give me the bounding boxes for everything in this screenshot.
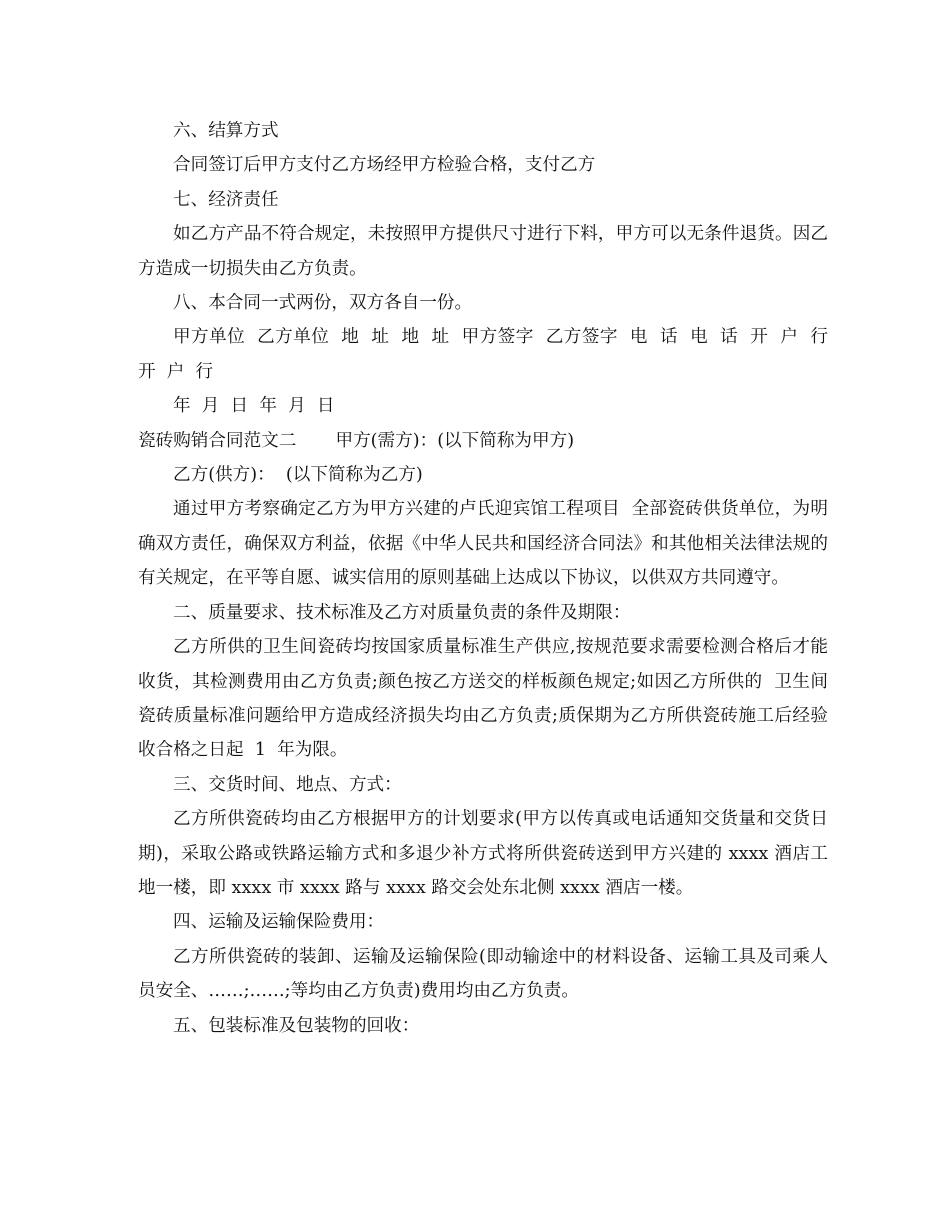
paragraph-delivery: 乙方所供瓷砖均由乙方根据甲方的计划要求(甲方以传真或电话通知交货量和交货日期)，采取公路或铁路运输方式和多退少补方式将所供瓷砖送到甲方兴建的 xxxx 酒店工地一楼，即 xxxx 市 xxxx 路与 xxxx 路交会处东北侧 xxxx 酒店一楼。 — [138, 809, 828, 898]
section-heading-transport: 四、运输及运输保险费用： — [173, 912, 385, 933]
date-fields: 年 月 日 年 月 日 — [173, 396, 335, 417]
section-heading-packaging: 五、包装标准及包装物的回收： — [173, 1015, 420, 1036]
signature-fields: 甲方单位 乙方单位 地 址 地 址 甲方签字 乙方签字 电 话 电 话 开 户 行 开 户 行 — [138, 327, 840, 382]
paragraph-liability: 如乙方产品不符合规定，未按照甲方提供尺寸进行下料，甲方可以无条件退货。因乙方造成一切损失由乙方负责。 — [138, 224, 828, 279]
paragraph-transport: 乙方所供瓷砖的装卸、运输及运输保险(即动输途中的材料设备、运输工具及司乘人员安全、……;……;等均由乙方负责)费用均由乙方负责。 — [138, 946, 828, 1002]
section-heading-quality: 二、质量要求、技术标准及乙方对质量负责的条件及期限： — [173, 602, 631, 623]
party-b-line: 乙方(供方)： (以下简称为乙方) — [173, 465, 423, 486]
section-heading-liability: 七、经济责任 — [173, 189, 279, 210]
paragraph-settlement: 合同签订后甲方支付乙方场经甲方检验合格，支付乙方 — [173, 155, 596, 176]
section-heading-copies: 八、本合同一式两份，双方各自一份。 — [173, 293, 473, 314]
contract-two-title: 瓷砖购销合同范文二 甲方(需方)：(以下简称为甲方) — [138, 430, 575, 451]
section-heading-settlement: 六、结算方式 — [173, 121, 279, 141]
paragraph-quality: 乙方所供的卫生间瓷砖均按国家质量标准生产供应,按规范要求需要检测合格后才能收货，其检测费用由乙方负责;颜色按乙方送交的样板颜色规定;如因乙方所供的 卫生间瓷砖质量标准问题给甲方造成经济损失均由乙方负责;质保期为乙方所供瓷砖施工后经验收合格之日起 1 年为限。 — [138, 637, 828, 761]
paragraph-preamble: 通过甲方考察确定乙方为甲方兴建的卢氏迎宾馆工程项目 全部瓷砖供货单位，为明确双方责任，确保双方利益，依据《中华人民共和国经济合同法》和其他相关法律法规的有关规定，在平等自愿、诚实信用的原则基础上达成以下协议，以供双方共同遵守。 — [138, 499, 828, 589]
document-page — [138, 114, 840, 1043]
section-heading-delivery: 三、交货时间、地点、方式： — [173, 774, 402, 795]
